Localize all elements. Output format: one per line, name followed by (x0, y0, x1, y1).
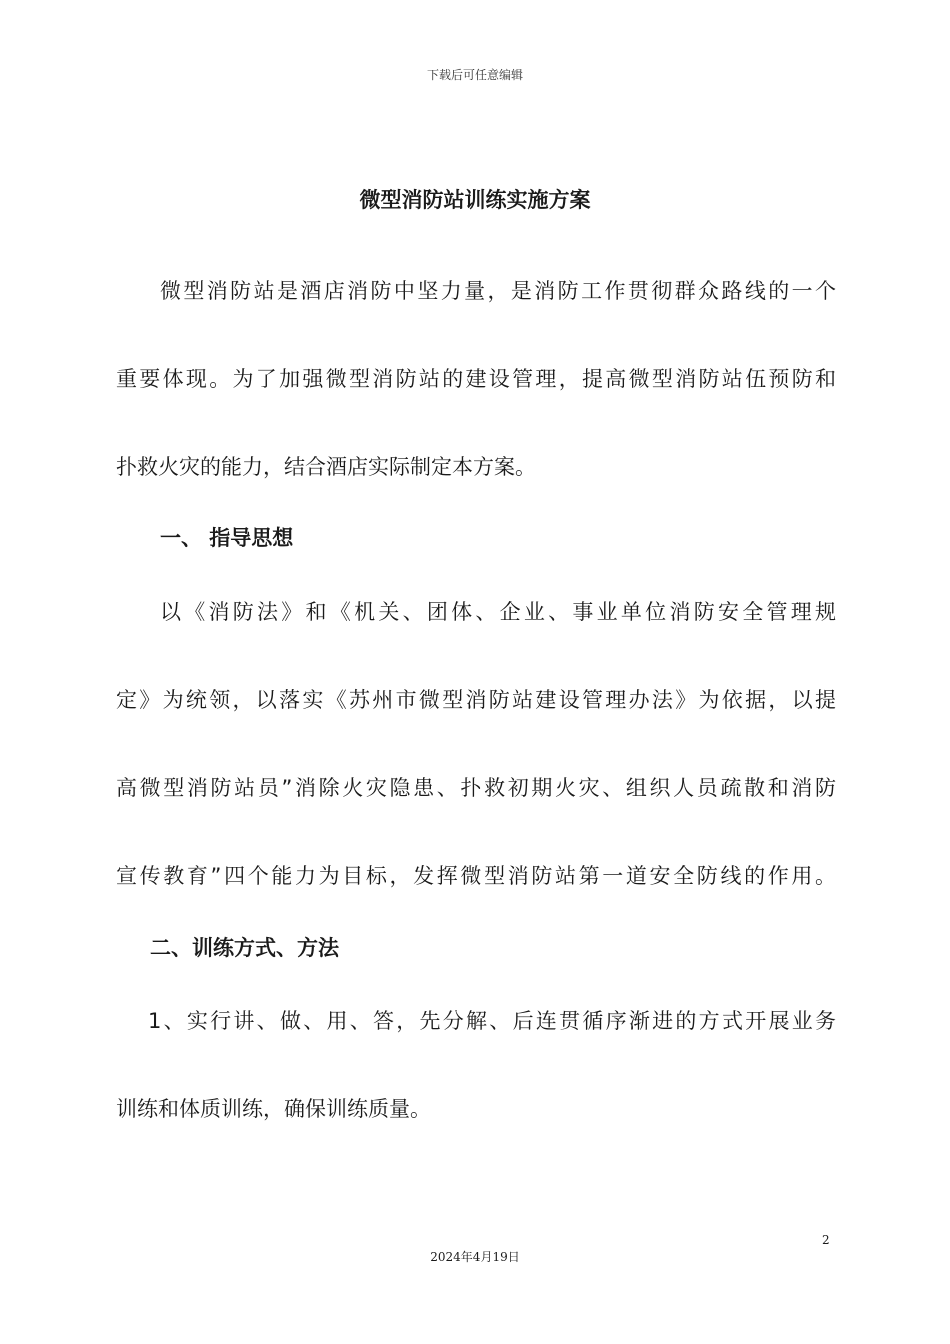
paragraph-line: 1、实行讲、做、用、答，先分解、后连贯循序渐进的方式开展业务 (148, 1009, 836, 1033)
paragraph-line: 宣传教育”四个能力为目标，发挥微型消防站第一道安全防线的作用。 (116, 864, 836, 888)
paragraph-line: 扑救火灾的能力，结合酒店实际制定本方案。 (116, 455, 536, 479)
paragraph-line: 重要体现。为了加强微型消防站的建设管理，提高微型消防站伍预防和 (116, 367, 836, 391)
section-heading-1: 一、 指导思想 (160, 526, 294, 550)
document-title: 微型消防站训练实施方案 (359, 188, 591, 212)
page-number: 2 (822, 1233, 830, 1247)
paragraph-line: 微型消防站是酒店消防中坚力量，是消防工作贯彻群众路线的一个 (160, 279, 836, 303)
paragraph-line: 定》为统领，以落实《苏州市微型消防站建设管理办法》为依据，以提 (116, 688, 836, 712)
paragraph-line: 以《消防法》和《机关、团体、企业、事业单位消防安全管理规 (160, 600, 836, 624)
paragraph-line: 高微型消防站员”消除火灾隐患、扑救初期火灾、组织人员疏散和消防 (116, 776, 836, 800)
section-heading-2: 二、训练方式、方法 (150, 936, 339, 960)
page-header: 下载后可任意编辑 (426, 68, 523, 82)
paragraph-line: 训练和体质训练，确保训练质量。 (116, 1097, 431, 1121)
footer-date: 2024年4月19日 (430, 1250, 520, 1264)
